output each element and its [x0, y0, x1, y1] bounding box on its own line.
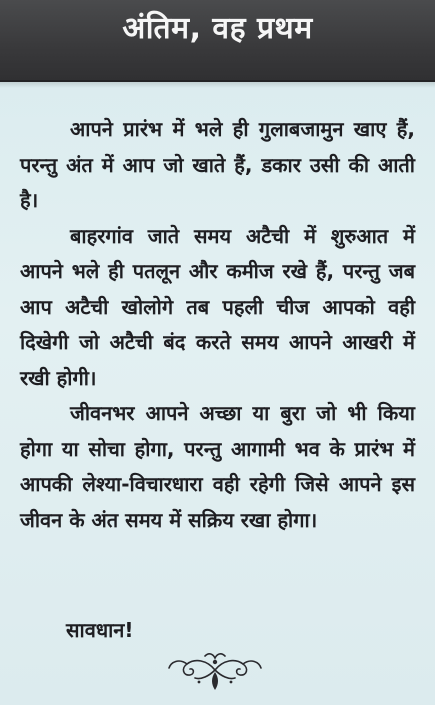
paragraph-2: बाहरगांव जाते समय अटैची में शुरुआत में आपने भले ही पतलून और कमीज रखे हैं, परन्तु जब आप अटैची खोलोगे तब पहली चीज आपको वही दिखेगी जो अटैची बंद करते समय आपने आखरी में रखी होगी। — [20, 223, 415, 390]
paragraph-1: आपने प्रारंभ में भले ही गुलाबजामुन खाए हैं, परन्तु अंत में आप जो खाते हैं, डकार उसी की आती है। — [20, 117, 415, 212]
signoff-text: सावधान! — [66, 618, 134, 642]
chapter-title: अंतिम, वह प्रथम — [122, 11, 313, 46]
chapter-header — [0, 0, 435, 82]
paragraph-3: जीवनभर आपने अच्छा या बुरा जो भी किया होगा या सोचा होगा, परन्तु आगामी भव के प्रारंभ में आपकी लेश्या-विचारधारा वही रहेगी जिसे आपने इस जीवन के अंत समय में सक्रिय रखा होगा। — [20, 401, 415, 532]
header-shadow — [0, 82, 435, 88]
floral-flourish-icon — [165, 648, 265, 692]
chapter-body — [20, 112, 415, 538]
